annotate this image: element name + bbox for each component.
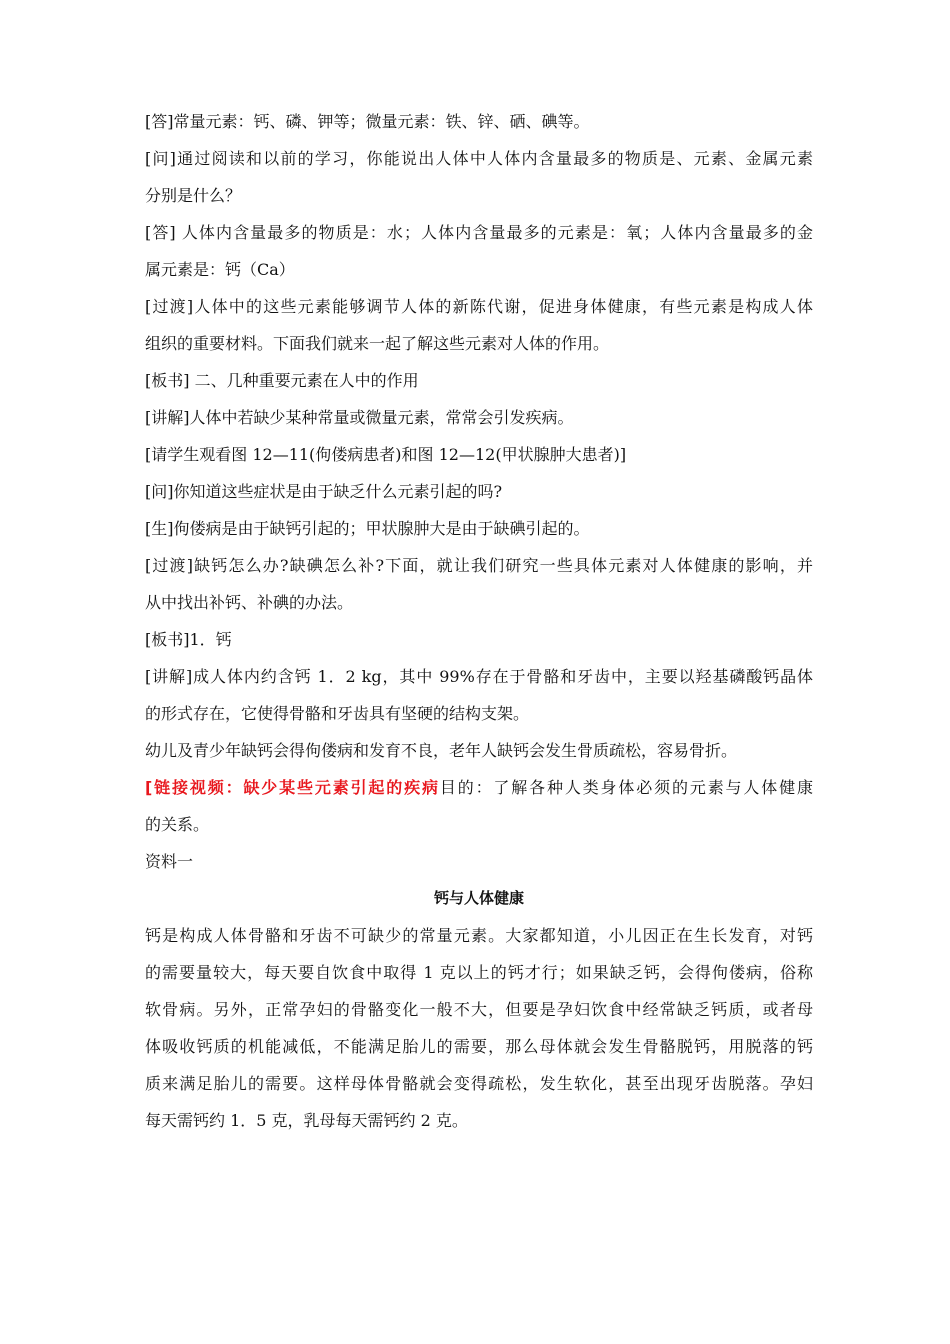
explain-calcium: [讲解]成人体内约含钙 1．2 kg，其中 99%存在于骨骼和牙齿中，主要以羟基磷酸钙晶体 xyxy=(145,667,813,686)
video-purpose: 目的：了解各种人类身体必须的元素与人体健康 xyxy=(439,778,813,797)
answer-most-abundant: [答] 人体内含量最多的物质是：水；人体内含量最多的元素是：氧；人体内含量最多的金 xyxy=(145,223,813,242)
figure-reference: [请学生观看图 12—11(佝偻病患者)和图 12—12(甲状腺肿大患者)] xyxy=(145,445,627,464)
video-link[interactable]: [链接视频：缺少某些元素引起的疾病 xyxy=(145,778,440,797)
video-purpose-cont: 的关系。 xyxy=(145,815,210,834)
board-heading-calcium: [板书]1．钙 xyxy=(145,630,232,649)
transition-elements: [过渡]人体中的这些元素能够调节人体的新陈代谢，促进身体健康，有些元素是构成人体 xyxy=(145,297,813,316)
article-title: 钙与人体健康 xyxy=(433,889,524,907)
calcium-deficiency-effects: 幼儿及青少年缺钙会得佝偻病和发育不良，老年人缺钙会发生骨质疏松，容易骨折。 xyxy=(145,741,738,760)
article-line: 软骨病。另外，正常孕妇的骨骼变化一般不大，但要是孕妇饮食中经常缺乏钙质，或者母 xyxy=(145,1000,813,1019)
article-line: 体吸收钙质的机能减低，不能满足胎儿的需要，那么母体就会发生骨骼脱钙，用脱落的钙 xyxy=(145,1037,813,1056)
transition-calcium: [过渡]缺钙怎么办?缺碘怎么补?下面，就让我们研究一些具体元素对人体健康的影响，并 xyxy=(145,556,813,575)
explain-deficiency: [讲解]人体中若缺少某种常量或微量元素，常常会引发疾病。 xyxy=(145,408,574,427)
article-line: 质来满足胎儿的需要。这样母体骨骼就会变得疏松，发生软化，甚至出现牙齿脱落。孕妇 xyxy=(145,1074,813,1093)
answer-most-abundant-cont: 属元素是：钙（Ca） xyxy=(145,260,295,279)
question-most-abundant-cont: 分别是什么？ xyxy=(145,186,242,205)
article-line: 每天需钙约 1．5 克，乳母每天需钙约 2 克。 xyxy=(145,1111,468,1130)
article-line: 的需要量较大，每天要自饮食中取得 1 克以上的钙才行；如果缺乏钙，会得佝偻病，俗称 xyxy=(145,963,813,982)
board-heading-2: [板书] 二、几种重要元素在人中的作用 xyxy=(145,371,419,390)
document-page xyxy=(145,103,813,1139)
answer-elements: [答]常量元素：钙、磷、钾等；微量元素：铁、锌、硒、碘等。 xyxy=(145,112,590,131)
student-answer: [生]佝偻病是由于缺钙引起的；甲状腺肿大是由于缺碘引起的。 xyxy=(145,519,590,538)
explain-calcium-cont: 的形式存在，它使得骨骼和牙齿具有坚硬的结构支架。 xyxy=(145,704,530,723)
question-most-abundant: [问]通过阅读和以前的学习，你能说出人体中人体内含量最多的物质是、元素、金属元素 xyxy=(145,149,813,168)
material-label: 资料一 xyxy=(145,852,194,871)
article-line: 钙是构成人体骨骼和牙齿不可缺少的常量元素。大家都知道，小儿因正在生长发育，对钙 xyxy=(145,926,813,945)
video-link-line xyxy=(145,769,813,806)
question-symptoms: [问]你知道这些症状是由于缺乏什么元素引起的吗? xyxy=(145,482,503,501)
transition-elements-cont: 组织的重要材料。下面我们就来一起了解这些元素对人体的作用。 xyxy=(145,334,610,353)
transition-calcium-cont: 从中找出补钙、补碘的办法。 xyxy=(145,593,354,612)
